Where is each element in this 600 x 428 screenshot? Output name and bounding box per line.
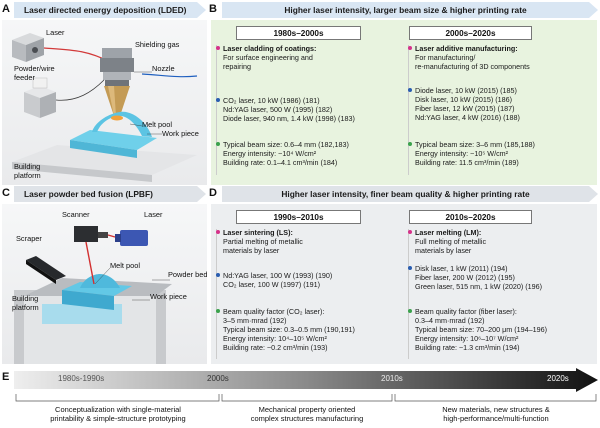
deposition-head xyxy=(100,48,134,116)
b2-spec-1: Energy intensity: ~10⁵ W/cm² xyxy=(415,149,509,159)
d1-laser-0: Nd:YAG laser, 100 W (1993) (190) xyxy=(223,271,333,280)
blue-dot-icon xyxy=(408,266,412,270)
blue-dot-icon xyxy=(408,88,412,92)
tick-2000s: 2000s xyxy=(207,374,229,383)
label-platform-c: Building platform xyxy=(12,294,39,312)
laser-device xyxy=(12,33,44,62)
caption-1-line-0: Conceptualization with single-material xyxy=(55,405,181,414)
caption-2-line-0: Mechanical property oriented xyxy=(258,405,356,414)
b1-heading: Laser cladding of coatings: xyxy=(223,44,317,53)
b1-spec-1: Energy intensity: ~10⁴ W/cm² xyxy=(223,149,317,159)
label-powder-bed: Powder bed xyxy=(168,270,208,279)
caption-3-line-0: New materials, new structures & xyxy=(442,405,550,414)
d2-spec-4: Building rate: ~1.3 cm³/min (194) xyxy=(415,343,520,353)
timeline-brackets xyxy=(14,393,598,403)
b1-spec-0: Typical beam size: 0.6–4 mm (182,183) xyxy=(223,140,349,149)
pink-dot-icon xyxy=(216,230,220,234)
panel-d-letter: D xyxy=(209,187,217,199)
caption-1-line-1: printability & simple-structure prototyping xyxy=(50,414,186,423)
pink-dot-icon xyxy=(216,46,220,50)
label-laser-c: Laser xyxy=(144,210,163,219)
era-d2: 2010s–2020s xyxy=(409,210,532,224)
d2-sub-0: Full melting of metallic xyxy=(415,237,487,247)
b1-specs-block xyxy=(216,140,349,167)
b1-heading-block xyxy=(216,44,316,71)
era-b1: 1980s–2000s xyxy=(236,26,361,40)
b2-lasers-block xyxy=(408,86,520,122)
b1-laser-0: CO₂ laser, 10 kW (1986) (181) xyxy=(223,96,320,105)
lded-illustration xyxy=(2,20,207,185)
blue-dot-icon xyxy=(216,98,220,102)
pink-dot-icon xyxy=(408,46,412,50)
green-dot-icon xyxy=(408,309,412,313)
panel-a-letter: A xyxy=(2,3,10,15)
d1-spec-1: 3–5 mm·mrad (192) xyxy=(223,316,287,326)
b2-heading: Laser additive manufacturing: xyxy=(415,44,518,53)
tick-1980s: 1980s-1990s xyxy=(58,374,105,383)
b2-laser-0: Diode laser, 10 kW (2015) (185) xyxy=(415,86,517,95)
label-shielding-gas: Shielding gas xyxy=(135,40,180,49)
era-b2: 2000s–2020s xyxy=(409,26,532,40)
d1-heading-block xyxy=(216,228,303,255)
d1-lasers-block xyxy=(216,271,332,289)
caption-2-line-1: complex structures manufacturing xyxy=(250,414,364,423)
panel-c-letter: C xyxy=(2,187,10,199)
d2-lasers-block xyxy=(408,264,542,291)
label-scanner: Scanner xyxy=(62,210,90,219)
b2-spec-2: Building rate: 11.5 cm³/min (189) xyxy=(415,158,519,168)
d1-spec-3: Energy intensity: 10⁴–10⁵ W/cm² xyxy=(223,334,327,344)
d2-specs-block xyxy=(408,307,547,352)
d2-heading-block xyxy=(408,228,486,255)
panel-a-title: Laser directed energy deposition (LDED) xyxy=(14,2,197,18)
d1-heading: Laser sintering (LS): xyxy=(223,228,293,237)
b1-lasers-block xyxy=(216,96,355,123)
d2-laser-2: Green laser, 515 nm, 1 kW (2020) (196) xyxy=(415,282,543,292)
d2-laser-0: Disk laser, 1 kW (2011) (194) xyxy=(415,264,508,273)
green-dot-icon xyxy=(216,309,220,313)
d1-spec-2: Typical beam size: 0.3–0.5 mm (190,191) xyxy=(223,325,355,335)
d1-spec-4: Building rate: ~0.2 cm³/min (193) xyxy=(223,343,328,353)
green-dot-icon xyxy=(408,142,412,146)
panel-d-title: Higher laser intensity, finer beam quality & higher printing rate xyxy=(222,186,589,202)
era-d1: 1990s–2010s xyxy=(236,210,361,224)
d2-spec-0: Beam quality factor (fiber laser): xyxy=(415,307,517,316)
gas-line xyxy=(142,74,197,77)
caption-era-3 xyxy=(396,405,596,423)
blue-dot-icon xyxy=(216,273,220,277)
b2-sub-0: For manufacturing/ xyxy=(415,53,476,63)
d1-specs-block xyxy=(216,307,355,352)
lpbf-illustration xyxy=(2,204,207,364)
b2-sub-1: re-manufacturing of 3D components xyxy=(415,62,530,72)
b1-laser-1: Nd:YAG laser, 500 W (1995) (182) xyxy=(223,105,333,115)
label-platform-a: Building platform xyxy=(14,162,41,180)
caption-era-2 xyxy=(222,405,392,423)
b1-sub-0: For surface engineering and xyxy=(223,53,313,63)
lpbf-svg xyxy=(2,204,207,364)
b1-spec-2: Building rate: 0.1–4.1 cm³/min (184) xyxy=(223,158,338,168)
label-work-piece-c: Work piece xyxy=(150,292,187,301)
label-melt-pool-c: Melt pool xyxy=(110,261,140,270)
panel-e-letter: E xyxy=(2,371,10,383)
powder-feeder xyxy=(24,78,56,118)
b2-spec-0: Typical beam size: 3–6 mm (185,188) xyxy=(415,140,535,149)
b2-laser-3: Nd:YAG laser, 4 kW (2016) (188) xyxy=(415,113,520,123)
caption-era-1 xyxy=(18,405,218,423)
label-work-piece-a: Work piece xyxy=(162,129,199,138)
b2-specs-block xyxy=(408,140,535,167)
panel-c-title: Laser powder bed fusion (LPBF) xyxy=(14,186,197,202)
d2-heading: Laser melting (LM): xyxy=(415,228,482,237)
tick-2010s: 2010s xyxy=(381,374,403,383)
label-scraper: Scraper xyxy=(16,234,42,243)
d2-spec-3: Energy intensity: 10⁶–10⁷ W/cm² xyxy=(415,334,519,344)
tick-2020s: 2020s xyxy=(547,374,569,383)
d2-spec-2: Typical beam size: 70–200 μm (194–196) xyxy=(415,325,547,335)
d1-spec-0: Beam quality factor (CO₂ laser): xyxy=(223,307,325,316)
pink-dot-icon xyxy=(408,230,412,234)
green-dot-icon xyxy=(216,142,220,146)
label-nozzle: Nozzle xyxy=(152,64,175,73)
laser-source-c xyxy=(115,230,148,246)
d2-spec-1: 0.3–4 mm·mrad (192) xyxy=(415,316,485,326)
d1-laser-1: CO₂ laser, 100 W (1997) (191) xyxy=(223,280,321,290)
d2-laser-1: Fiber laser, 200 W (2012) (195) xyxy=(415,273,515,283)
b2-laser-2: Fiber laser, 12 kW (2015) (187) xyxy=(415,104,515,114)
d2-sub-1: materials by laser xyxy=(415,246,472,256)
d1-sub-0: Partial melting of metallic xyxy=(223,237,303,247)
scanner-device xyxy=(74,226,108,242)
panel-b-letter: B xyxy=(209,3,217,15)
b1-laser-2: Diode laser, 940 nm, 1.4 kW (1998) (183) xyxy=(223,114,355,124)
d1-sub-1: materials by laser xyxy=(223,246,280,256)
label-laser-a: Laser xyxy=(46,28,65,37)
label-feeder: Powder/wire feeder xyxy=(14,64,55,82)
panel-b-title: Higher laser intensity, larger beam size & higher printing rate xyxy=(222,2,589,18)
b2-heading-block xyxy=(408,44,530,71)
b1-sub-1: repairing xyxy=(223,62,251,72)
b2-laser-1: Disk laser, 10 kW (2015) (186) xyxy=(415,95,513,105)
caption-3-line-1: high-performance/multi-function xyxy=(443,414,549,423)
label-melt-pool-a: Melt pool xyxy=(142,120,172,129)
